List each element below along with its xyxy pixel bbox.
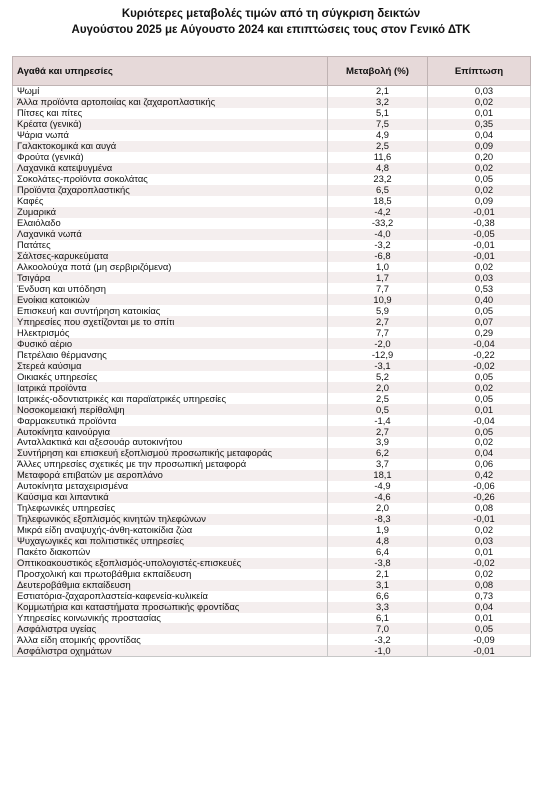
item-name-cell: Φαρμακευτικά προϊόντα	[13, 415, 328, 426]
table-row	[13, 207, 531, 218]
table-row	[13, 503, 531, 514]
impact-cell: -0,22	[428, 349, 531, 360]
change-cell: 1,7	[328, 272, 428, 283]
table-row	[13, 602, 531, 613]
impact-cell: -0,01	[428, 251, 531, 262]
change-cell: 3,3	[328, 602, 428, 613]
item-name-cell: Τσιγάρα	[13, 272, 328, 283]
table-row	[13, 349, 531, 360]
table-row	[13, 645, 531, 656]
table-row	[13, 119, 531, 130]
impact-cell: 0,02	[428, 163, 531, 174]
change-cell: 3,7	[328, 459, 428, 470]
title-line-2: Αυγούστου 2025 με Αύγουστο 2024 και επιπτώσεις τους στον Γενικό ΔΤΚ	[71, 24, 471, 36]
change-cell: 7,0	[328, 623, 428, 634]
change-cell: -2,0	[328, 338, 428, 349]
change-cell: 23,2	[328, 174, 428, 185]
item-name-cell: Λαχανικά κατεψυγμένα	[13, 163, 328, 174]
item-name-cell: Τηλεφωνικές υπηρεσίες	[13, 503, 328, 514]
table-row	[13, 218, 531, 229]
item-name-cell: Μικρά είδη αναψυχής-άνθη-κατοικίδια ζώα	[13, 525, 328, 536]
item-name-cell: Ασφάλιστρα υγείας	[13, 623, 328, 634]
change-cell: 3,1	[328, 580, 428, 591]
change-cell: 18,1	[328, 470, 428, 481]
impact-cell: 0,05	[428, 623, 531, 634]
change-cell: 5,2	[328, 371, 428, 382]
item-name-cell: Αλκοολούχα ποτά (μη σερβιριζόμενα)	[13, 262, 328, 273]
impact-cell: 0,06	[428, 459, 531, 470]
table-row	[13, 86, 531, 97]
table-row	[13, 623, 531, 634]
item-name-cell: Άλλες υπηρεσίες σχετικές με την προσωπική μεταφορά	[13, 459, 328, 470]
impact-cell: -0,01	[428, 514, 531, 525]
table-row	[13, 272, 531, 283]
impact-cell: 0,53	[428, 283, 531, 294]
impact-cell: 0,02	[428, 382, 531, 393]
item-name-cell: Πίτσες και πίτες	[13, 108, 328, 119]
table-header-row	[13, 57, 531, 86]
change-cell: 1,9	[328, 525, 428, 536]
change-cell: -3,2	[328, 240, 428, 251]
impact-cell: -0,02	[428, 558, 531, 569]
price-change-table	[12, 56, 531, 657]
change-cell: 7,7	[328, 327, 428, 338]
change-cell: 6,2	[328, 448, 428, 459]
change-cell: -6,8	[328, 251, 428, 262]
table-row	[13, 525, 531, 536]
table-row	[13, 459, 531, 470]
change-cell: 18,5	[328, 196, 428, 207]
item-name-cell: Καύσιμα και λιπαντικά	[13, 492, 328, 503]
item-name-cell: Κρέατα (γενικά)	[13, 119, 328, 130]
impact-cell: -0,09	[428, 634, 531, 645]
item-name-cell: Ενοίκια κατοικιών	[13, 294, 328, 305]
impact-cell: 0,02	[428, 569, 531, 580]
table-row	[13, 448, 531, 459]
change-cell: 0,5	[328, 404, 428, 415]
impact-cell: -0,05	[428, 229, 531, 240]
change-cell: 11,6	[328, 152, 428, 163]
change-cell: 3,9	[328, 437, 428, 448]
item-name-cell: Ιατρικά προϊόντα	[13, 382, 328, 393]
impact-cell: 0,04	[428, 130, 531, 141]
item-name-cell: Οπτικοακουστικός εξοπλισμός-υπολογιστές-επισκευές	[13, 558, 328, 569]
change-cell: -1,0	[328, 645, 428, 656]
item-name-cell: Προσχολική και πρωτοβάθμια εκπαίδευση	[13, 569, 328, 580]
impact-cell: 0,05	[428, 393, 531, 404]
change-cell: 2,0	[328, 503, 428, 514]
table-row	[13, 591, 531, 602]
change-cell: 4,9	[328, 130, 428, 141]
item-name-cell: Ελαιόλαδο	[13, 218, 328, 229]
title-line-1: Κυριότερες μεταβολές τιμών από τη σύγκριση δεικτών	[121, 8, 421, 20]
item-name-cell: Ασφάλιστρα οχημάτων	[13, 645, 328, 656]
impact-cell: 0,05	[428, 426, 531, 437]
table-row	[13, 327, 531, 338]
header-impact: Επίπτωση	[428, 57, 531, 86]
item-name-cell: Δευτεροβάθμια εκπαίδευση	[13, 580, 328, 591]
change-cell: -3,1	[328, 360, 428, 371]
change-cell: -12,9	[328, 349, 428, 360]
item-name-cell: Γαλακτοκομικά και αυγά	[13, 141, 328, 152]
table-row	[13, 404, 531, 415]
impact-cell: 0,05	[428, 305, 531, 316]
table-row	[13, 262, 531, 273]
item-name-cell: Φυσικό αέριο	[13, 338, 328, 349]
impact-cell: 0,01	[428, 613, 531, 624]
change-cell: -8,3	[328, 514, 428, 525]
item-name-cell: Πακέτο διακοπών	[13, 547, 328, 558]
header-change: Μεταβολή (%)	[328, 57, 428, 86]
change-cell: 10,9	[328, 294, 428, 305]
table-row	[13, 536, 531, 547]
impact-cell: 0,04	[428, 448, 531, 459]
change-cell: 2,7	[328, 316, 428, 327]
item-name-cell: Αυτοκίνητα μεταχειρισμένα	[13, 481, 328, 492]
item-name-cell: Τηλεφωνικός εξοπλισμός κινητών τηλεφώνων	[13, 514, 328, 525]
table-row	[13, 547, 531, 558]
impact-cell: 0,01	[428, 547, 531, 558]
table-row	[13, 426, 531, 437]
impact-cell: -0,06	[428, 481, 531, 492]
item-name-cell: Προϊόντα ζαχαροπλαστικής	[13, 185, 328, 196]
change-cell: 2,5	[328, 141, 428, 152]
impact-cell: 0,09	[428, 196, 531, 207]
change-cell: 2,1	[328, 86, 428, 97]
item-name-cell: Ψυχαγωγικές και πολιτιστικές υπηρεσίες	[13, 536, 328, 547]
item-name-cell: Στερεά καύσιμα	[13, 360, 328, 371]
impact-cell: 0,02	[428, 262, 531, 273]
impact-cell: 0,03	[428, 536, 531, 547]
item-name-cell: Ιατρικές-οδοντιατρικές και παραϊατρικές υπηρεσίες	[13, 393, 328, 404]
item-name-cell: Αυτοκίνητα καινούργια	[13, 426, 328, 437]
change-cell: 2,7	[328, 426, 428, 437]
impact-cell: 0,09	[428, 141, 531, 152]
table-row	[13, 437, 531, 448]
table-row	[13, 229, 531, 240]
impact-cell: -0,26	[428, 492, 531, 503]
table-row	[13, 305, 531, 316]
impact-cell: 0,40	[428, 294, 531, 305]
table-row	[13, 130, 531, 141]
impact-cell: 0,02	[428, 525, 531, 536]
table-row	[13, 393, 531, 404]
table-row	[13, 415, 531, 426]
impact-cell: -0,01	[428, 645, 531, 656]
impact-cell: 0,08	[428, 503, 531, 514]
table-row	[13, 196, 531, 207]
item-name-cell: Σάλτσες-καρυκεύματα	[13, 251, 328, 262]
item-name-cell: Καφές	[13, 196, 328, 207]
change-cell: -4,6	[328, 492, 428, 503]
change-cell: 5,1	[328, 108, 428, 119]
item-name-cell: Συντήρηση και επισκευή εξοπλισμού προσωπικής μεταφοράς	[13, 448, 328, 459]
impact-cell: 0,05	[428, 371, 531, 382]
item-name-cell: Ψάρια νωπά	[13, 130, 328, 141]
change-cell: 6,4	[328, 547, 428, 558]
impact-cell: 0,29	[428, 327, 531, 338]
item-name-cell: Ηλεκτρισμός	[13, 327, 328, 338]
table-row	[13, 240, 531, 251]
table-row	[13, 97, 531, 108]
table-row	[13, 634, 531, 645]
item-name-cell: Κομμωτήρια και καταστήματα προσωπικής φροντίδας	[13, 602, 328, 613]
item-name-cell: Ανταλλακτικά και αξεσουάρ αυτοκινήτου	[13, 437, 328, 448]
impact-cell: 0,08	[428, 580, 531, 591]
change-cell: 6,6	[328, 591, 428, 602]
table-row	[13, 558, 531, 569]
impact-cell: 0,20	[428, 152, 531, 163]
impact-cell: -0,38	[428, 218, 531, 229]
impact-cell: 0,01	[428, 108, 531, 119]
change-cell: -3,2	[328, 634, 428, 645]
change-cell: 6,1	[328, 613, 428, 624]
impact-cell: 0,05	[428, 174, 531, 185]
table-row	[13, 163, 531, 174]
impact-cell: -0,04	[428, 338, 531, 349]
table-row	[13, 371, 531, 382]
change-cell: -4,0	[328, 229, 428, 240]
item-name-cell: Φρούτα (γενικά)	[13, 152, 328, 163]
change-cell: 6,5	[328, 185, 428, 196]
change-cell: 4,8	[328, 163, 428, 174]
table-row	[13, 185, 531, 196]
item-name-cell: Σοκολάτες-προϊόντα σοκολάτας	[13, 174, 328, 185]
change-cell: -4,9	[328, 481, 428, 492]
change-cell: 1,0	[328, 262, 428, 273]
item-name-cell: Λαχανικά νωπά	[13, 229, 328, 240]
change-cell: 7,5	[328, 119, 428, 130]
item-name-cell: Υπηρεσίες που σχετίζονται με το σπίτι	[13, 316, 328, 327]
item-name-cell: Νοσοκομειακή περίθαλψη	[13, 404, 328, 415]
change-cell: -3,8	[328, 558, 428, 569]
table-row	[13, 580, 531, 591]
table-row	[13, 338, 531, 349]
impact-cell: -0,04	[428, 415, 531, 426]
table-row	[13, 283, 531, 294]
item-name-cell: Μεταφορά επιβατών με αεροπλάνο	[13, 470, 328, 481]
table-body	[13, 86, 531, 657]
table-row	[13, 382, 531, 393]
change-cell: -33,2	[328, 218, 428, 229]
item-name-cell: Εστιατόρια-ζαχαροπλαστεία-καφενεία-κυλικεία	[13, 591, 328, 602]
item-name-cell: Επισκευή και συντήρηση κατοικίας	[13, 305, 328, 316]
table-row	[13, 569, 531, 580]
impact-cell: -0,01	[428, 240, 531, 251]
item-name-cell: Ένδυση και υπόδηση	[13, 283, 328, 294]
item-name-cell: Πετρέλαιο θέρμανσης	[13, 349, 328, 360]
item-name-cell: Υπηρεσίες κοινωνικής προστασίας	[13, 613, 328, 624]
table-row	[13, 492, 531, 503]
impact-cell: 0,02	[428, 97, 531, 108]
impact-cell: -0,01	[428, 207, 531, 218]
change-cell: 4,8	[328, 536, 428, 547]
item-name-cell: Πατάτες	[13, 240, 328, 251]
table-row	[13, 470, 531, 481]
impact-cell: 0,73	[428, 591, 531, 602]
change-cell: 7,7	[328, 283, 428, 294]
header-goods: Αγαθά και υπηρεσίες	[13, 57, 328, 86]
change-cell: 2,0	[328, 382, 428, 393]
item-name-cell: Ζυμαρικά	[13, 207, 328, 218]
document-title	[0, 6, 542, 38]
table-row	[13, 141, 531, 152]
impact-cell: 0,02	[428, 185, 531, 196]
impact-cell: 0,03	[428, 86, 531, 97]
table-row	[13, 294, 531, 305]
item-name-cell: Οικιακές υπηρεσίες	[13, 371, 328, 382]
item-name-cell: Άλλα προϊόντα αρτοποιίας και ζαχαροπλαστικής	[13, 97, 328, 108]
change-cell: -1,4	[328, 415, 428, 426]
impact-cell: 0,35	[428, 119, 531, 130]
change-cell: 2,1	[328, 569, 428, 580]
item-name-cell: Άλλα είδη ατομικής φροντίδας	[13, 634, 328, 645]
impact-cell: 0,02	[428, 437, 531, 448]
impact-cell: -0,02	[428, 360, 531, 371]
table-row	[13, 514, 531, 525]
table-row	[13, 316, 531, 327]
impact-cell: 0,42	[428, 470, 531, 481]
table-row	[13, 251, 531, 262]
item-name-cell: Ψωμί	[13, 86, 328, 97]
change-cell: 2,5	[328, 393, 428, 404]
table-row	[13, 360, 531, 371]
table-row	[13, 108, 531, 119]
change-cell: 3,2	[328, 97, 428, 108]
impact-cell: 0,01	[428, 404, 531, 415]
table-row	[13, 613, 531, 624]
change-cell: 5,9	[328, 305, 428, 316]
table-row	[13, 481, 531, 492]
table-row	[13, 152, 531, 163]
impact-cell: 0,07	[428, 316, 531, 327]
table-row	[13, 174, 531, 185]
change-cell: -4,2	[328, 207, 428, 218]
impact-cell: 0,03	[428, 272, 531, 283]
impact-cell: 0,04	[428, 602, 531, 613]
